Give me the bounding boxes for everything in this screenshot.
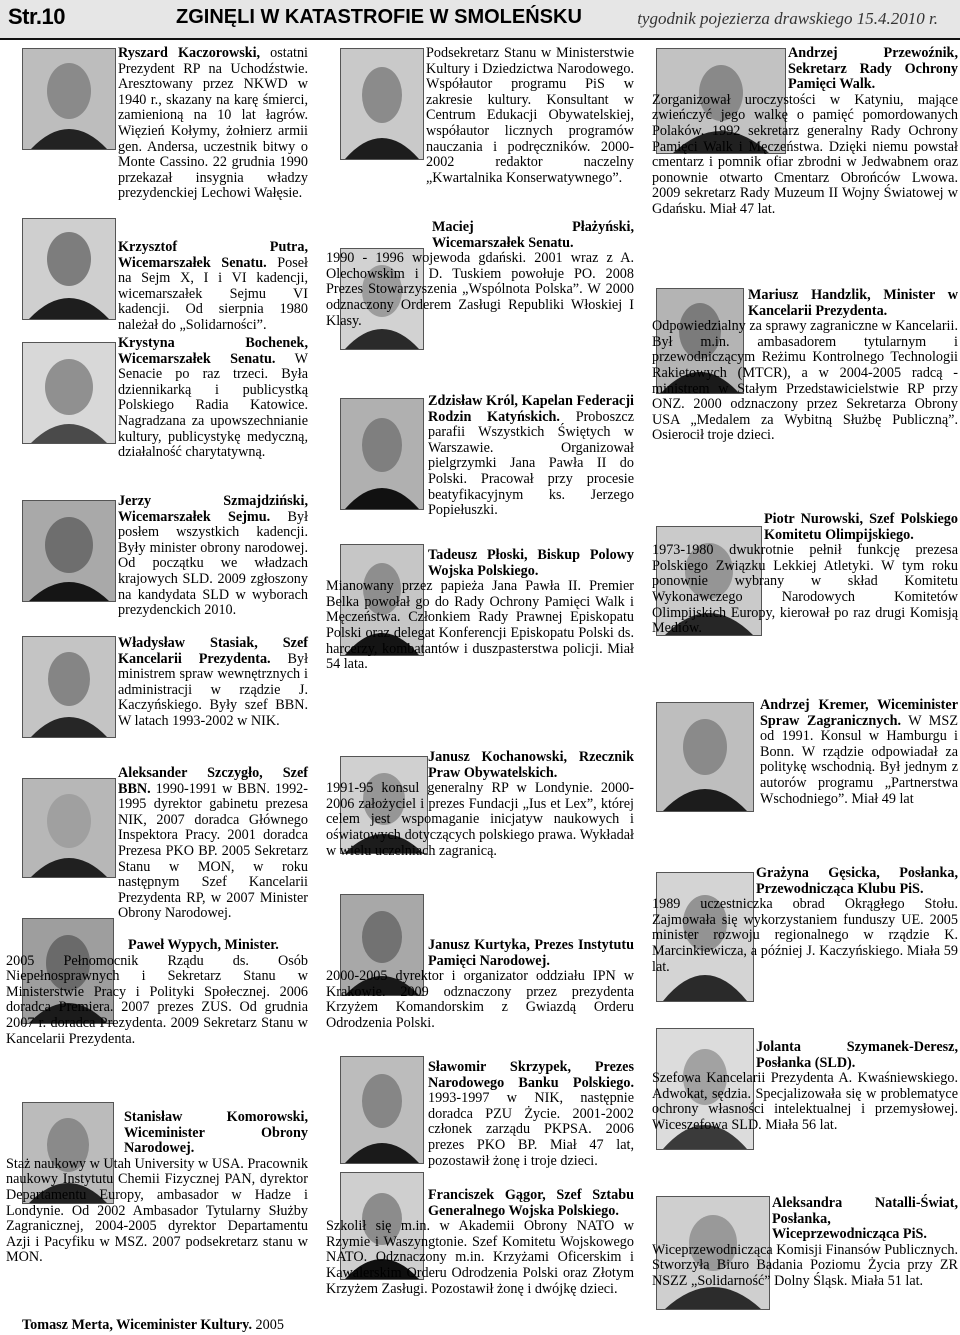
- komorowski-text: Staż naukowy w Utah University w USA. Pracownik naukowy Instytutu Chemii Fizycznej PAN, dyrektor Departamentu Europy, ambasador w Hadze i Londynie. Od 2002 Ambasador Tytularny Służby Zagranicznej, 2004-2005 dyrektor Departamentu Azji i Pacyfiku w MSZ. 2007 podsekretarz stanu w MON.: [6, 1155, 308, 1266]
- przewoznik-bio: [652, 46, 958, 218]
- szmajdzinski-photo: [22, 500, 116, 602]
- szczyglo-bio: [118, 766, 308, 922]
- kremer-text: W MSZ od 1991. Konsul w Hamburgu i Bonn. W rządzie odpowiadał za politykę wschodnią. Był jednym z autorów programu „Partnerstwa Wschodniego”. Miał 49 lat: [760, 712, 958, 807]
- krol-photo: [340, 398, 424, 510]
- merta-continuation-text: Podsekretarz Stanu w Ministerstwie Kultury i Dziedzictwa Narodowego. Współautor programu PiS w zakresie kultury. Konsultant w Centrum Edukacji Obywatelskiej, współautor licznych programów nauczania i podręczników. 2000-2002 redaktor naczelny „Kwartalnika Konserwatywnego”.: [426, 45, 634, 186]
- natalli-name: Aleksandra Natalli-Świat, Posłanka, Wiceprzewodnicząca PiS.: [772, 1195, 958, 1243]
- plazynski-bio: [326, 220, 634, 329]
- szmajdzinski-text: Był posłem wszystkich kadencji. Były minister obrony narodowej. Od początku we władzach krajowych SLD. 2009 zgłoszony na kandydata SLD w wyborach prezydenckich 2010.: [118, 508, 309, 619]
- szmajdzinski-name: Jerzy Szmajdziński, Wicemarszałek Sejmu.: [118, 493, 308, 525]
- plazynski-name: Maciej Płażyński, Wicemarszałek Senatu.: [432, 219, 634, 251]
- gesicka-text: 1989 uczestniczka obrad Okrągłego Stołu. Zajmowała się wykorzystaniem funduszy UE. 2005 minister rozwoju regionalnego w rządzie K. Marcinkiewicza, a później J. Kaczyńskiego. Miała 59 lat.: [652, 896, 958, 975]
- szymanek-name: Jolanta Szymanek-Deresz, Posłanka (SLD).: [756, 1039, 958, 1071]
- stasiak-photo: [22, 636, 116, 738]
- komorowski-bio: [6, 1110, 308, 1266]
- gesicka-bio: [652, 866, 958, 975]
- putra-text: Poseł na Sejm X, I i VI kadencji, wicemarszałek Sejmu VI kadencji. Od sierpnia 1980 należał do „Solidarności”.: [118, 254, 308, 333]
- nurowski-name: Piotr Nurowski, Szef Polskiego Komitetu Olimpijskiego.: [764, 511, 958, 543]
- merta-bio: [22, 1318, 312, 1334]
- stasiak-name: Władysław Stasiak, Szef Kancelarii Prezydenta.: [118, 635, 308, 667]
- gagor-bio: [326, 1188, 634, 1297]
- bochenek-photo: [22, 342, 116, 444]
- gesicka-name: Grażyna Gęsicka, Posłanka, Przewodnicząca Klubu PiS.: [756, 865, 958, 897]
- skrzypek-text: 1993-1997 w NIK, następnie doradca PZU Życie. 2001-2002 członek zarządu PKPSA. 2006 prezes PKO BP. Miał 47 lat, pozostawił żonę i troje dzieci.: [428, 1090, 634, 1169]
- przewoznik-text: Zorganizował uroczystości w Katyniu, mające zwieńczyć jego walkę o pamięć pomordowanych Polaków. 1992 sekretarz generalny Rady Ochrony Pamięci Walk i Męczeństwa. Dzięki niemu powstał cmentarz i pomnik ofiar zbrodni w Jedwabnem oraz ponownie otwarto Cmentarz Obrońców Lwowa. 2009 sekretarz Rady Muzeum II Wojny Światowej w Gdańsku. Miał 47 lat.: [652, 91, 958, 217]
- natalli-bio: [652, 1196, 958, 1290]
- natalli-text: Wiceprzewodnicząca Komisji Finansów Publicznych. Stworzyła Biuro Badania Poziomu Życia przy ZR NSZZ „Solidarność” Dolny Śląsk. Miała 51 lat.: [652, 1241, 958, 1289]
- krol-text: Proboszcz parafii Wszystkich Świętych w Warszawie. Organizował pielgrzymki Jana Pawła II do Polski. Pracował przy procesie beatyfikacyjnym ks. Jerzego Popiełuszki.: [428, 408, 634, 519]
- ploski-name: Tadeusz Płoski, Biskup Polowy Wojska Polskiego.: [428, 547, 634, 579]
- komorowski-name: Stanisław Komorowski, Wiceminister Obrony Narodowej.: [124, 1109, 308, 1157]
- handzlik-text: Odpowiedzialny za sprawy zagraniczne w Kancelarii. Był m.in. ambasadorem tytularnym i przewodniczącym Reżimu Kontrolnego Technologii Rakietowych (MTCR), a w 2004-2005 radcą - ministrem w Stałym Przedstawicielstwie RP przy ONZ. 2000 odznaczony przez Sekretarza Obrony USA „Medalem za Wybitną Służbę Publiczną”. Osierocił troje dzieci.: [652, 318, 958, 444]
- skrzypek-photo: [340, 1056, 424, 1164]
- szczyglo-photo: [22, 778, 116, 878]
- ploski-text: Mianowany przez papieża Jana Pawła II. Premier Belka powołał go do Rady Ochrony Pamięci Walk i Męczeństwa. Członkiem Rady Prawnej Episkopatu Polski oraz delegat Konferencji Episkopatu Polski ds. harcerzy, kombatantów i duszpasterstwa policji. Miał 54 lata.: [326, 578, 634, 673]
- merta-text: 2005: [255, 1317, 284, 1333]
- szczyglo-name: Aleksander Szczygło, Szef BBN.: [118, 765, 308, 797]
- bochenek-name: Krystyna Bochenek, Wicemarszałek Senatu.: [118, 335, 308, 367]
- szymanek-text: Szefowa Kancelarii Prezydenta A. Kwaśniewskiego. Adwokat, sędzia. Specjalizowała się w problematyce ochrony własności intelektualnej i przemysłowej. Wiceszefowa SLD. Miała 56 lat.: [652, 1070, 958, 1133]
- handzlik-name: Mariusz Handzlik, Minister w Kancelarii Prezydenta.: [748, 287, 958, 319]
- merta-name: Tomasz Merta, Wiceminister Kultury.: [22, 1317, 252, 1333]
- putra-photo: [22, 218, 116, 320]
- bochenek-text: W Senacie po raz trzeci. Była dziennikarką i publicystką Polskiego Radia Katowice. Nagradzana za upowszechnianie kultury, publicystykę medyczną, działalność charytatywną.: [118, 350, 308, 461]
- nurowski-bio: [652, 512, 958, 637]
- wypych-text: 2005 Pełnomocnik Rządu ds. Osób Niepełnosprawnych i Sekretarz Stanu w Ministerstwie Pracy i Polityki Społecznej. 2006 doradca Premiera. 2007 prezes ZUS. Od grudnia 2007 r. doradca Prezydenta. 2009 Sekretarz Stanu w Kancelarii Prezydenta.: [6, 952, 308, 1047]
- kochanowski-bio: [326, 750, 634, 859]
- page-number: Str.10: [8, 4, 65, 29]
- page-title: ZGINĘLI W KATASTROFIE W SMOLEŃSKU: [176, 6, 582, 28]
- ploski-bio: [326, 548, 634, 673]
- krol-name: Zdzisław Król, Kapelan Federacji Rodzin Katyńskich.: [428, 393, 634, 425]
- kremer-bio: [760, 698, 958, 807]
- kaczorowski-bio: [118, 46, 308, 202]
- gagor-text: Szkolił się m.in. w Akademii Obrony NATO w Rzymie i Waszyngtonie. Szef Komitetu Wojskowego NATO. Odznaczony m.in. Krzyżami Oficerskim i Kawalerskim Orderu Odrodzenia Polski oraz Złotym Krzyżem Zasługi. Pozostawił żonę i dwójkę dzieci.: [326, 1218, 634, 1297]
- wypych-name: Paweł Wypych, Minister.: [128, 937, 279, 953]
- bochenek-bio: [118, 336, 308, 461]
- gagor-name: Franciszek Gągor, Szef Sztabu Generalnego Wojska Polskiego.: [428, 1187, 634, 1219]
- kochanowski-text: 1991-95 konsul generalny RP w Londynie. 2000-2006 założyciel i prezes Fundacji „Ius et Lex”, której celem jest wspomaganie inicjatyw naukowych i oświatowych dotyczących polskiego prawa. Wykładał w wielu uczelniach zagranicą.: [326, 780, 634, 859]
- skrzypek-name: Sławomir Skrzypek, Prezes Narodowego Banku Polskiego.: [428, 1059, 634, 1091]
- kremer-photo: [656, 702, 754, 812]
- merta-continuation: [326, 46, 634, 186]
- kurtyka-bio: [326, 938, 634, 1032]
- stasiak-text: Był ministrem spraw wewnętrznych i administracji w rządzie J. Kaczyńskiego. Były szef BBN. W latach 1993-2002 w NIK.: [118, 650, 309, 729]
- szymanek-bio: [652, 1040, 958, 1134]
- skrzypek-bio: [428, 1060, 634, 1169]
- kaczorowski-name: Ryszard Kaczorowski,: [118, 45, 261, 61]
- szczyglo-text: 1990-1991 w BBN. 1992-1995 dyrektor gabinetu prezesa NIK, 2007 doradca Głównego Inspektora Pracy. 2001 doradca Prezesa PKO BP. 2005 Sekretarz Stanu w MON, w roku następnym Szef Kancelarii Prezydenta RP, w 2007 Minister Obrony Narodowej.: [118, 780, 308, 922]
- przewoznik-name: Andrzej Przewoźnik, Sekretarz Rady Ochrony Pamięci Walk.: [788, 45, 958, 93]
- putra-bio: [118, 240, 308, 334]
- kurtyka-text: 2000-2005 dyrektor i organizator oddziału IPN w Krakowie. 2009 odznaczony przez prezydenta Krzyżem Komandorskim z Gwiazdą Orderu Odrodzenia Polski.: [326, 968, 634, 1031]
- krol-bio: [428, 394, 634, 519]
- handzlik-bio: [652, 288, 958, 444]
- szmajdzinski-bio: [118, 494, 308, 619]
- kurtyka-name: Janusz Kurtyka, Prezes Instytutu Pamięci Narodowej.: [428, 937, 634, 969]
- putra-name: Krzysztof Putra, Wicemarszałek Senatu.: [118, 239, 308, 271]
- stasiak-bio: [118, 636, 308, 730]
- publication-line: tygodnik pojezierza drawskiego 15.4.2010 r.: [637, 9, 938, 28]
- kaczorowski-photo: [22, 48, 116, 150]
- kremer-name: Andrzej Kremer, Wiceminister Spraw Zagranicznych.: [760, 697, 958, 729]
- kaczorowski-text: ostatni Prezydent RP na Uchodźstwie. Aresztowany przez NKWD w 1940 r., skazany na karę śmierci, zamienioną na 10 lat łagrów. Więzień Kołymy, żołnierz armii gen. Andersa, uczestnik bitwy o Monte Cassino. 22 grudnia 1990 przekazał insygnia władzy prezydenckiej Lechowi Wałęsie.: [118, 45, 308, 202]
- nurowski-text: 1973-1980 dwukrotnie pełnił funkcję prezesa Polskiego Związku Lekkiej Atletyki. W tym roku ponownie wybrany w skład Komitetu Wykonawczego Narodowych Komitetów Olimpijskich Europy, kierował po raz drugi Komisją Mediów.: [652, 542, 958, 637]
- kochanowski-name: Janusz Kochanowski, Rzecznik Praw Obywatelskich.: [428, 749, 634, 781]
- wypych-bio: [6, 938, 308, 1047]
- plazynski-text: 1990 - 1996 wojewoda gdański. 2001 wraz z A. Olechowskim i D. Tuskiem powołuje PO. 2008 Prezes Stowarzyszenia „Wspólnota Polska”. W 2000 odznaczony Orderem Zasługi Republiki Włoskiej I Klasy.: [326, 250, 634, 329]
- page-header: [0, 0, 960, 40]
